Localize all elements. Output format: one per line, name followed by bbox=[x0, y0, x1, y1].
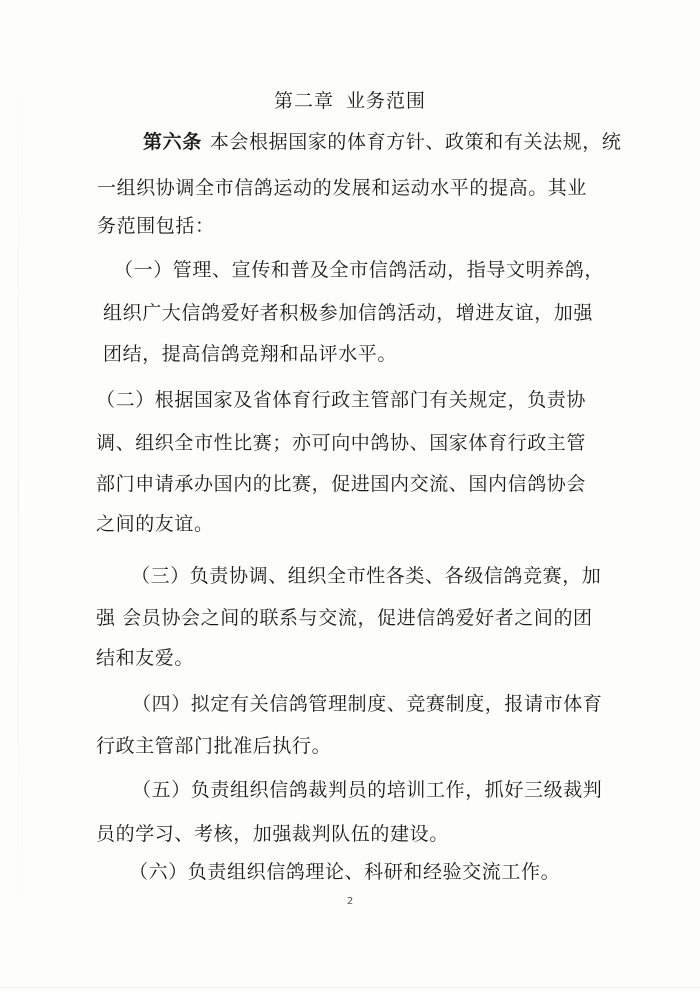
article-label: 第六条 bbox=[143, 131, 202, 153]
item-2-line-1: （二）根据国家及省体育行政主管部门有关规定，负责协 bbox=[96, 389, 587, 411]
chapter-title bbox=[0, 86, 700, 113]
item-4-line-1: （四）拟定有关信鸽管理制度、竞赛制度，报请市体育 bbox=[132, 693, 603, 715]
page-number: 2 bbox=[346, 896, 354, 907]
item-1-line-3: 团结，提高信鸽竞翔和品评水平。 bbox=[103, 343, 398, 365]
chapter-number: 第二章 bbox=[273, 90, 334, 112]
chapter-name: 业务范围 bbox=[346, 90, 427, 112]
article-line-1 bbox=[143, 130, 621, 154]
item-2-line-4: 之间的友谊。 bbox=[96, 513, 214, 535]
item-3-line-2: 强 会员协会之间的联系与交流，促进信鸽爱好者之间的团 bbox=[96, 607, 593, 629]
item-5-line-2: 员的学习、考核，加强裁判队伍的建设。 bbox=[96, 823, 449, 845]
article-line-2: 一组织协调全市信鸽运动的发展和运动水平的提高。其业 bbox=[97, 177, 588, 199]
item-1-line-1: （一）管理、宣传和普及全市信鸽活动，指导文明养鸽， bbox=[114, 259, 605, 281]
item-4-line-2: 行政主管部门批准后执行。 bbox=[96, 735, 332, 757]
item-1-line-2: 组织广大信鸽爱好者积极参加信鸽活动，增进友谊，加强 bbox=[103, 302, 594, 324]
article-line-3: 务范围包括： bbox=[97, 215, 215, 237]
item-5-line-1: （五）负责组织信鸽裁判员的培训工作，抓好三级裁判 bbox=[132, 779, 603, 801]
item-3-line-3: 结和友爱。 bbox=[96, 647, 195, 669]
scan-edge-left bbox=[18, 0, 19, 992]
item-2-line-3: 部门申请承办国内的比赛，促进国内交流、国内信鸽协会 bbox=[96, 473, 587, 495]
item-2-line-2: 调、组织全市性比赛；亦可向中鸽协、国家体育行政主管 bbox=[96, 432, 587, 454]
item-3-line-1: （三）负责协调、组织全市性各类、各级信鸽竞赛，加 bbox=[131, 565, 602, 587]
article-text: 本会根据国家的体育方针、政策和有关法规，统 bbox=[209, 131, 622, 153]
scan-edge-bottom bbox=[0, 987, 700, 988]
item-6-line-1: （六）负责组织信鸽理论、科研和经验交流工作。 bbox=[129, 861, 561, 883]
